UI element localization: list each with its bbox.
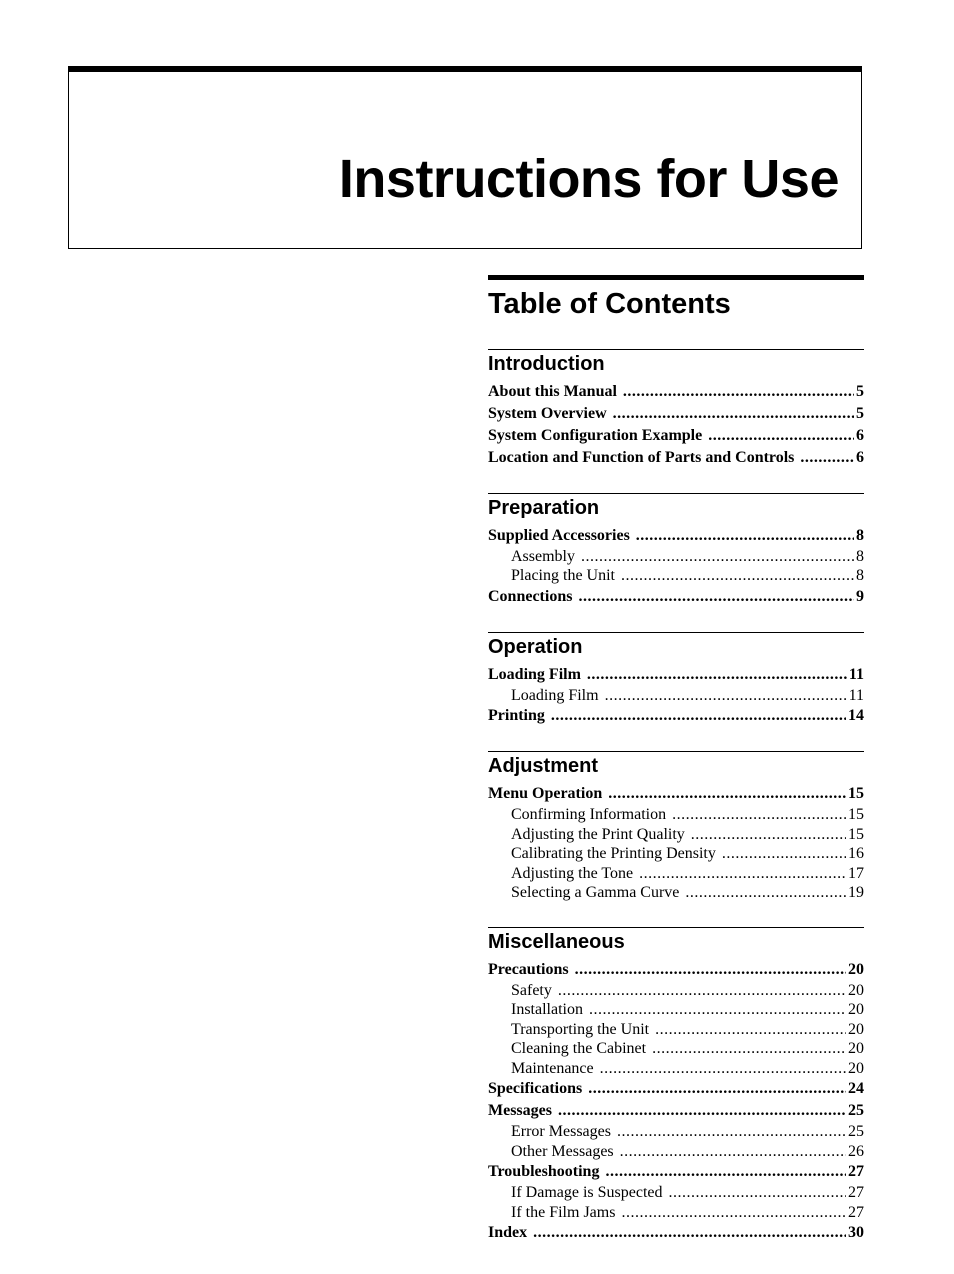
toc-section — [488, 632, 864, 728]
toc-entry[interactable] — [488, 1039, 864, 1059]
toc-entry-page: 19 — [848, 884, 864, 902]
toc-sections — [488, 349, 864, 1245]
toc-entry-label: Supplied Accessories — [488, 526, 630, 544]
toc-dot-leader — [551, 705, 846, 727]
toc-entry-label: Other Messages — [511, 1142, 614, 1160]
toc-entry[interactable] — [488, 883, 864, 903]
toc-dot-leader — [623, 381, 854, 403]
toc-entry[interactable] — [488, 1183, 864, 1203]
toc-dot-leader — [605, 1161, 846, 1183]
toc-entry-page: 24 — [848, 1080, 864, 1098]
toc-entry-page: 16 — [848, 845, 864, 863]
toc-entry-label: Printing — [488, 707, 545, 725]
toc-dot-leader — [652, 1039, 846, 1059]
toc-entry-page: 14 — [848, 707, 864, 725]
toc-entry-page: 5 — [856, 404, 864, 422]
toc-entry[interactable] — [488, 566, 864, 586]
toc-section — [488, 349, 864, 469]
toc-dot-leader — [685, 883, 846, 903]
toc-entry-label: System Configuration Example — [488, 426, 703, 444]
toc-dot-leader — [708, 425, 854, 447]
toc-dot-leader — [722, 844, 846, 864]
toc-entry-label: Adjusting the Print Quality — [511, 825, 685, 843]
toc-dot-leader — [558, 981, 846, 1001]
toc-entry-page: 27 — [848, 1203, 864, 1221]
toc-top-rule — [488, 275, 864, 280]
toc-dot-leader — [800, 447, 854, 469]
toc-dot-leader — [669, 1183, 846, 1203]
toc-entry-page: 8 — [856, 567, 864, 585]
toc-entry-label: Cleaning the Cabinet — [511, 1040, 647, 1058]
toc-entry[interactable] — [488, 664, 864, 686]
toc-entry-page: 25 — [848, 1102, 864, 1120]
toc-entry[interactable] — [488, 586, 864, 608]
toc-entry[interactable] — [488, 447, 864, 469]
toc-dot-leader — [605, 686, 847, 706]
toc-entry-page: 11 — [848, 665, 864, 683]
toc-entry[interactable] — [488, 825, 864, 845]
toc-entry[interactable] — [488, 705, 864, 727]
toc-entry[interactable] — [488, 547, 864, 567]
toc-entry-label: Safety — [511, 981, 552, 999]
toc-section — [488, 927, 864, 1245]
toc-dot-leader — [600, 1059, 846, 1079]
toc-dot-leader — [620, 1142, 846, 1162]
toc-entry-label: If the Film Jams — [511, 1203, 616, 1221]
toc-section-heading: Miscellaneous — [488, 930, 625, 953]
toc-section-heading: Preparation — [488, 496, 600, 519]
toc-entry-page: 20 — [848, 1020, 864, 1038]
toc-dot-leader — [581, 547, 854, 567]
toc-entry-page: 20 — [848, 1040, 864, 1058]
toc-dot-leader — [575, 959, 846, 981]
toc-entry-label: Loading Film — [511, 686, 599, 704]
toc-entry-page: 8 — [856, 547, 864, 565]
toc-entry-label: About this Manual — [488, 382, 617, 400]
toc-entry[interactable] — [488, 525, 864, 547]
toc-entry-label: Precautions — [488, 960, 569, 978]
toc-entry[interactable] — [488, 1078, 864, 1100]
toc-entry-label: Placing the Unit — [511, 567, 615, 585]
toc-entry-label: Error Messages — [511, 1123, 611, 1141]
toc-entry-page: 20 — [848, 981, 864, 999]
toc-dot-leader — [655, 1020, 846, 1040]
toc-entry-page: 20 — [848, 960, 864, 978]
toc-section — [488, 493, 864, 608]
toc-entry-page: 8 — [856, 526, 864, 544]
toc-dot-leader — [636, 525, 854, 547]
toc-entry-label: Connections — [488, 587, 573, 605]
toc-entry[interactable] — [488, 1122, 864, 1142]
toc-entry-label: Maintenance — [511, 1059, 594, 1077]
toc-entry-page: 6 — [856, 426, 864, 444]
toc-entry-label: Assembly — [511, 547, 575, 565]
toc-entry[interactable] — [488, 1020, 864, 1040]
toc-section-heading: Adjustment — [488, 755, 598, 778]
toc-entry-page: 6 — [856, 448, 864, 466]
toc-entry[interactable] — [488, 425, 864, 447]
toc-entry-page: 5 — [856, 382, 864, 400]
toc-dot-leader — [617, 1122, 846, 1142]
toc-entry[interactable] — [488, 805, 864, 825]
toc-dot-leader — [588, 1078, 846, 1100]
table-of-contents — [488, 275, 864, 1244]
toc-entry-label: Loading Film — [488, 665, 581, 683]
toc-entry-label: Messages — [488, 1102, 552, 1120]
toc-entry-label: Index — [488, 1224, 528, 1242]
toc-entry-page: 25 — [848, 1123, 864, 1141]
toc-entry-label: Menu Operation — [488, 785, 603, 803]
toc-entry-label: Troubleshooting — [488, 1163, 600, 1181]
page-title: Instructions for Use — [338, 149, 839, 209]
toc-entry[interactable] — [488, 959, 864, 981]
toc-entry-page: 9 — [856, 587, 864, 605]
toc-entry[interactable] — [488, 1142, 864, 1162]
toc-entry-page: 15 — [848, 825, 864, 843]
toc-entry-page: 27 — [848, 1163, 864, 1181]
toc-section — [488, 751, 864, 903]
toc-entry[interactable] — [488, 403, 864, 425]
toc-entry-label: Selecting a Gamma Curve — [511, 884, 680, 902]
toc-entry-page: 11 — [848, 686, 864, 704]
toc-entry-label: Installation — [511, 1001, 583, 1019]
toc-entry-page: 27 — [848, 1184, 864, 1202]
toc-entry[interactable] — [488, 864, 864, 884]
toc-dot-leader — [672, 805, 846, 825]
toc-entry-label: Transporting the Unit — [511, 1020, 650, 1038]
toc-entry[interactable] — [488, 1203, 864, 1223]
toc-entry[interactable] — [488, 686, 864, 706]
toc-entry[interactable] — [488, 381, 864, 403]
toc-dot-leader — [608, 783, 846, 805]
toc-dot-leader — [621, 1203, 846, 1223]
toc-entry[interactable] — [488, 1059, 864, 1079]
toc-dot-leader — [639, 864, 846, 884]
toc-section-heading: Operation — [488, 635, 583, 658]
toc-entry-page: 30 — [848, 1224, 864, 1242]
toc-entry-page: 15 — [848, 785, 864, 803]
toc-entry-label: Specifications — [488, 1080, 583, 1098]
toc-entry[interactable] — [488, 844, 864, 864]
title-box — [68, 66, 862, 249]
toc-entry[interactable] — [488, 1222, 864, 1244]
toc-title: Table of Contents — [488, 288, 731, 320]
toc-dot-leader — [558, 1100, 846, 1122]
toc-entry-label: System Overview — [488, 404, 607, 422]
toc-entry-page: 20 — [848, 1059, 864, 1077]
toc-dot-leader — [578, 586, 854, 608]
toc-entry-page: 17 — [848, 864, 864, 882]
toc-dot-leader — [621, 566, 854, 586]
toc-entry-label: Adjusting the Tone — [511, 864, 634, 882]
toc-entry-page: 15 — [848, 806, 864, 824]
toc-entry-label: Calibrating the Printing Density — [511, 845, 716, 863]
toc-dot-leader — [613, 403, 854, 425]
toc-entry[interactable] — [488, 981, 864, 1001]
toc-dot-leader — [691, 825, 846, 845]
toc-section-heading: Introduction — [488, 352, 605, 375]
toc-entry[interactable] — [488, 1100, 864, 1122]
toc-entry-label: If Damage is Suspected — [511, 1184, 663, 1202]
toc-dot-leader — [587, 664, 847, 686]
toc-entry-label: Confirming Information — [511, 806, 667, 824]
toc-entry[interactable] — [488, 1000, 864, 1020]
toc-entry[interactable] — [488, 1161, 864, 1183]
toc-entry-page: 20 — [848, 1001, 864, 1019]
toc-dot-leader — [533, 1222, 846, 1244]
toc-entry-page: 26 — [848, 1142, 864, 1160]
toc-entry-label: Location and Function of Parts and Controls — [488, 448, 795, 466]
toc-dot-leader — [589, 1000, 846, 1020]
toc-entry[interactable] — [488, 783, 864, 805]
